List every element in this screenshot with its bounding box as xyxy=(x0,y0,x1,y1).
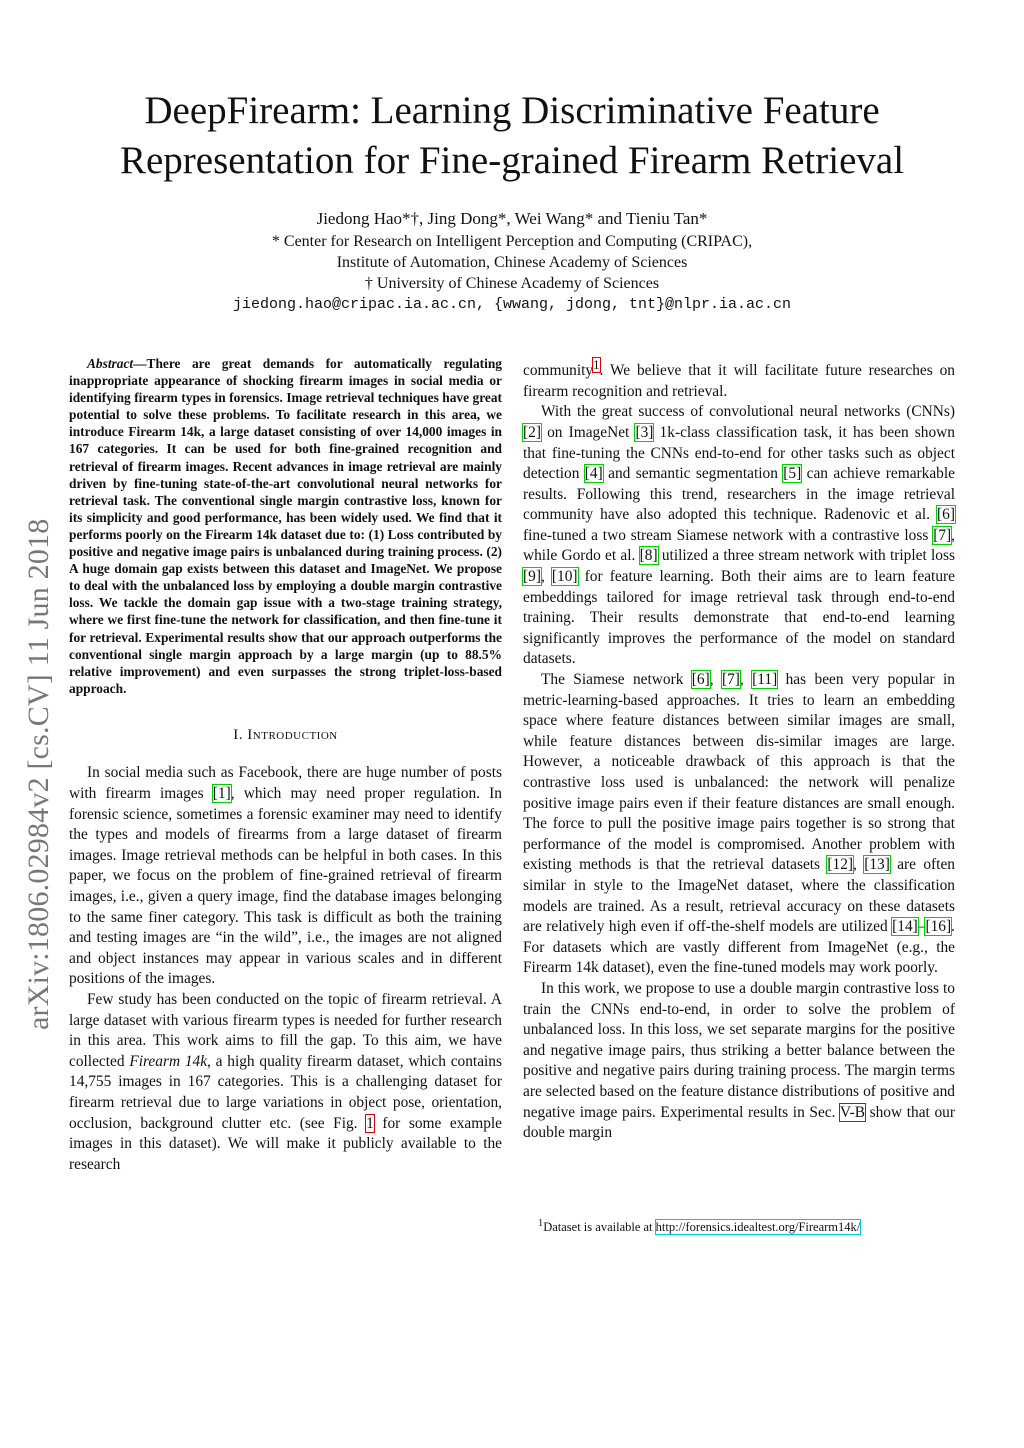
section-title: Introduction xyxy=(247,726,338,743)
abstract xyxy=(69,355,502,697)
arxiv-identifier: arXiv:1806.02984v2 [cs.CV] 11 Jun 2018 xyxy=(22,518,55,1030)
citation-link[interactable]: [10] xyxy=(551,568,578,586)
citation-link[interactable]: [1] xyxy=(212,785,231,803)
citation-link[interactable]: [3] xyxy=(635,423,654,441)
abstract-text: —There are great demands for automatically regulating inappropriate appearance of shocking firearm images in social media or identifying firearm types in forensics. Image retrieval techniques have great potential to solve these problems. To facilitate research in this area, we introduce Firearm 14k, a large dataset consisting of over 14,000 images in 167 categories. It can be used for both fine-grained recognition and retrieval of firearm images. Recent advances in image retrieval are mainly driven by fine-tuning state-of-the-art convolutional neural networks for retrieval task. The conventional single margin contrastive loss, known for its simplicity and good performance, has been widely used. We find that it performs poorly on the Firearm 14k dataset due to: (1) Loss contributed by positive and negative image pairs is unbalanced during training process. (2) A huge domain gap exists between this dataset and ImageNet. We propose to deal with the unbalanced loss by employing a double margin contrastive loss. We tackle the domain gap issue with a two-stage training strategy, where we first fine-tune the network for classification, and then fine-tune it for retrieval. Experimental results show that our approach outperforms the conventional single margin approach by a large margin (up to 88.5% relative improvement) and even surpasses the strong triplet-loss-based approach. xyxy=(69,356,502,696)
citation-link[interactable]: [4] xyxy=(584,465,603,483)
citation-link[interactable]: [6] xyxy=(937,506,955,524)
figure-link[interactable]: 1 xyxy=(366,1114,374,1132)
abstract-heading: Abstract xyxy=(87,356,134,371)
intro-paragraph-2: Few study has been conducted on the topic of firearm retrieval. A large dataset with various firearm types is needed for further research in this area. This work aims to fill the gap. To this aim, we have collected Firearm 14k, a high quality firearm dataset, which contains 14,755 images in 167 categories. This is a challenging dataset for firearm retrieval due to large variations in object pose, orientation, occlusion, background clutter etc. (see Fig. 1 for some example images in this dataset). We will make it publicly available to the research xyxy=(69,991,503,1173)
intro-paragraph-1: In social media such as Facebook, there are huge number of posts with firearm images [1], which may need proper regulation. In forensic science, sometimes a forensic examiner may need to identify the types and models of firearms from a large dataset of firearm images. Image retrieval methods can be helpful in both cases. In this paper, we focus on the problem of fine-grained retrieval of firearm images, i.e., given a query image, find the database images belonging to the same finer category. This task is difficult as both the training and testing images are “in the wild”, i.e., the images are not aligned and object instances may appear in various scales and in different positions of the images. xyxy=(69,764,502,988)
left-column xyxy=(69,355,502,1175)
citation-link[interactable]: [7] xyxy=(933,526,952,544)
section-heading-introduction xyxy=(69,725,502,746)
section-link[interactable]: V-B xyxy=(839,1103,865,1121)
intro-paragraph-5: In this work, we propose to use a double margin contrastive loss to train the CNNs end-to-end, in order to solve the problem of unbalanced loss. In this loss, we set separate margins for the positive and negative image pairs, thus striking a better balance between the positive and negative pairs during training process. The margin terms are selected based on the feature distance distributions of positive and negative image pairs. Experimental results in Sec. V-B show that our double margin xyxy=(523,979,955,1142)
paper-title xyxy=(60,86,964,186)
footnote-link[interactable]: 1 xyxy=(593,358,600,372)
section-number: I. xyxy=(233,726,244,743)
intro-paragraph-2-continued: community$^1$. We believe that it will facilitate future researches on firearm recognition and retrieval. xyxy=(523,358,955,400)
author-list: Jiedong Hao*†, Jing Dong*, Wei Wang* and Tieniu Tan* xyxy=(316,209,708,228)
footnote-text: Dataset is available at xyxy=(543,1220,656,1235)
affiliation-cripac: * Center for Research on Intelligent Perception and Computing (CRIPAC), xyxy=(271,233,753,250)
citation-link[interactable]: [16] xyxy=(925,918,952,936)
citation-link[interactable]: [5] xyxy=(783,465,802,483)
affiliation-casia: Institute of Automation, Chinese Academy of Sciences xyxy=(336,254,688,271)
citation-link[interactable]: [11] xyxy=(752,671,778,689)
dataset-url-link[interactable]: http://forensics.idealtest.org/Firearm14k/ xyxy=(655,1220,861,1235)
citation-link[interactable]: [9] xyxy=(523,568,541,586)
footnote xyxy=(538,1218,860,1235)
intro-paragraph-3: With the great success of convolutional neural networks (CNNs) [2] on ImageNet [3] 1k-class classification task, it has been shown that fine-tuning the CNNs end-to-end for other tasks such as object detection [4] and semantic segmentation [5] can achieve remarkable results. Following this trend, researchers in the image retrieval community have also adopted this technique. Radenovic et al. [6] fine-tuned a two stream Siamese network with a contrastive loss [7], while Gordo et al. [8] utilized a three stream network with triplet loss [9], [10] for feature learning. Both their aims are to learn feature embeddings tailored for image retrieval task through end-to-end training. Their results demonstrate that end-to-end learning significantly improves the performance of the model on standard datasets. xyxy=(523,403,955,668)
dataset-name: Firearm 14k xyxy=(129,1052,208,1070)
citation-link[interactable]: [12] xyxy=(827,856,854,874)
citation-link[interactable]: [7] xyxy=(721,671,740,689)
citation-link[interactable]: [6] xyxy=(691,671,710,689)
intro-paragraph-4: The Siamese network [6], [7], [11] has been very popular in metric-learning-based approaches. It tries to learn an embedding space where feature distances between similar images are small, while feature distances between dis-similar images are large. However, a noticeable drawback of this approach is that the contrastive loss used is unbalanced: the network will penalize positive image pairs even if their feature distances are small enough. The force to pull the positive image pairs together is so strong that performance of the model is compromised. Another problem with existing methods is that the retrieval datasets [12], [13] are often similar in style to the ImageNet dataset, where the classification models are trained. As a result, retrieval accuracy on these datasets are relatively high even if off-the-shelf models are utilized [14]–[16]. For datasets which are vastly different from ImageNet (e.g., the Firearm 14k dataset), even the fine-tuned models may work poorly. xyxy=(523,671,956,977)
affiliation-ucas: † University of Chinese Academy of Sciences xyxy=(364,275,660,292)
citation-link[interactable]: [13] xyxy=(864,856,890,874)
citation-link[interactable]: [14] xyxy=(892,918,918,936)
author-emails[interactable]: jiedong.hao@cripac.ia.ac.cn, {wwang, jdong, tnt}@nlpr.ia.ac.cn xyxy=(232,296,792,313)
citation-link[interactable]: [2] xyxy=(523,423,541,441)
title-line-1: DeepFirearm: Learning Discriminative Feature xyxy=(144,89,880,132)
title-line-2: Representation for Fine-grained Firearm Retrieval xyxy=(119,139,905,182)
footnote-marker: 1 xyxy=(538,1218,544,1229)
citation-link[interactable]: [8] xyxy=(639,547,658,565)
right-column xyxy=(523,355,955,1144)
